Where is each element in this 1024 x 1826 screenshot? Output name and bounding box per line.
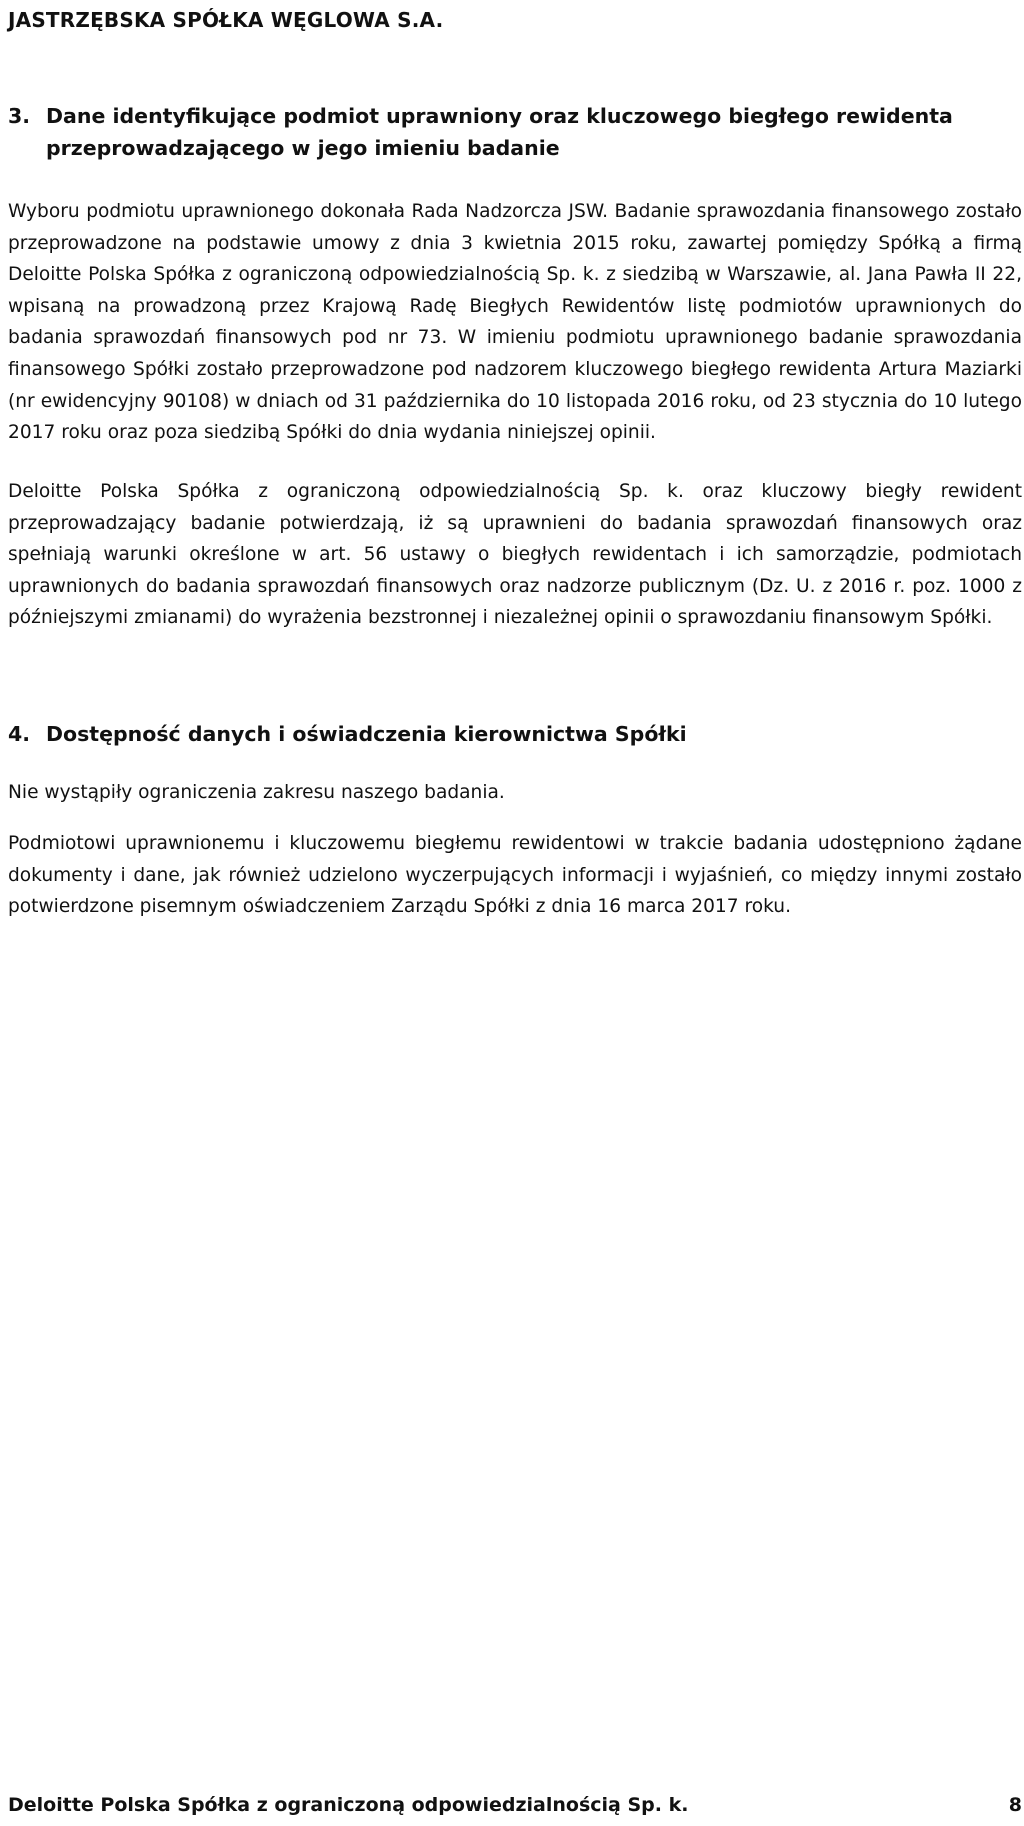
section-4-paragraph-2: Podmiotowi uprawnionemu i kluczowemu biegłemu rewidentowi w trakcie badania udostępniono żądane dokumenty i dane, jak również udzielono wyczerpujących informacji i wyjaśnień, co między innymi zostało potwierdzone pisemnym oświadczeniem Zarządu Spółki z dnia 16 marca 2017 roku. xyxy=(8,833,1022,918)
section-3-paragraph-2: Deloitte Polska Spółka z ograniczoną odpowiedzialnością Sp. k. oraz kluczowy biegły rewident przeprowadzający badanie potwierdzają, iż są uprawnieni do badania sprawozdań finansowych oraz spełniają warunki określone w art. 56 ustawy o biegłych rewidentach i ich samorządzie, podmiotach uprawnionych do badania sprawozdań finansowych oraz nadzorze publicznym (Dz. U. z 2016 r. poz. 1000 z późniejszymi zmianami) do wyrażenia bezstronnej i niezależnej opinii o sprawozdaniu finansowym Spółki. xyxy=(8,481,1022,629)
running-header: JASTRZĘBSKA SPÓŁKA WĘGLOWA S.A. xyxy=(8,8,444,32)
section-4-number: 4. xyxy=(8,722,31,746)
footer-firm-name: Deloitte Polska Spółka z ograniczoną odpowiedzialnością Sp. k. xyxy=(8,1794,689,1816)
section-4-heading xyxy=(8,718,1021,750)
section-4-paragraph-1: Nie wystąpiły ograniczenia zakresu naszego badania. xyxy=(8,782,505,803)
page-number: 8 xyxy=(1008,1794,1022,1816)
section-3-paragraph-1: Wyboru podmiotu uprawnionego dokonała Rada Nadzorcza JSW. Badanie sprawozdania finansowego zostało przeprowadzone na podstawie umowy z dnia 3 kwietnia 2015 roku, zawartej pomiędzy Spółką a firmą Deloitte Polska Spółka z ograniczoną odpowiedzialnością Sp. k. z siedzibą w Warszawie, al. Jana Pawła II 22, wpisaną na prowadzoną przez Krajową Radę Biegłych Rewidentów listę podmiotów uprawnionych do badania sprawozdań finansowych pod nr 73. W imieniu podmiotu uprawnionego badanie sprawozdania finansowego Spółki zostało przeprowadzone pod nadzorem kluczowego biegłego rewidenta Artura Maziarki (nr ewidencyjny 90108) w dniach od 31 października do 10 listopada 2016 roku, od 23 stycznia do 10 lutego 2017 roku oraz poza siedzibą Spółki do dnia wydania niniejszej opinii. xyxy=(8,201,1022,444)
section-3-heading xyxy=(8,100,1021,164)
page-footer xyxy=(8,1794,1022,1816)
document-page xyxy=(8,0,1022,1826)
section-4-title: Dostępność danych i oświadczenia kierownictwa Spółki xyxy=(46,722,687,746)
section-3-title: Dane identyfikujące podmiot uprawniony oraz kluczowego biegłego rewidenta przeprowadzającego w jego imieniu badanie xyxy=(46,104,953,160)
section-3-number: 3. xyxy=(8,104,31,128)
